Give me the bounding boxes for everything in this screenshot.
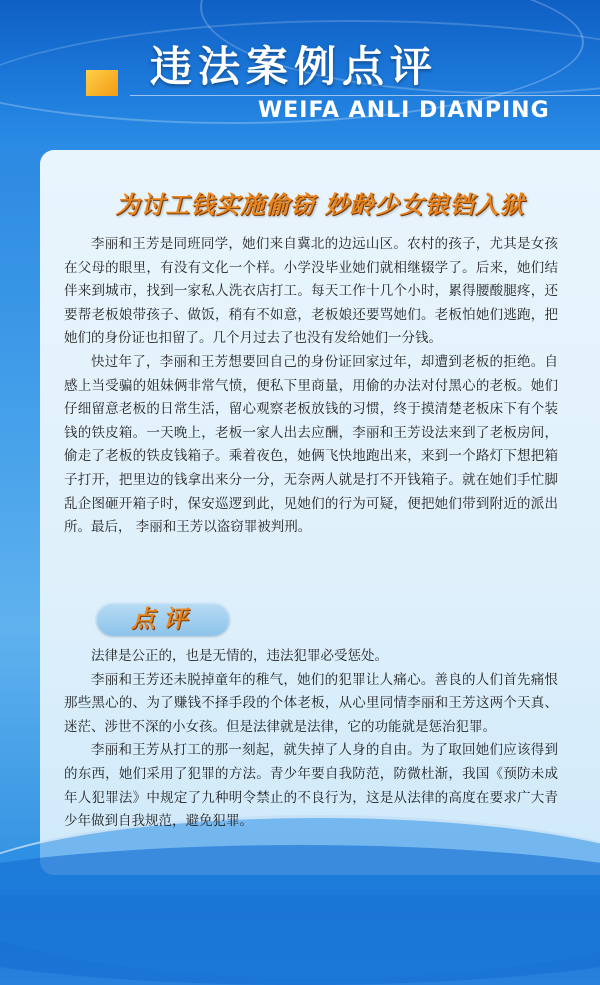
comment-label: 点评 [131,604,195,633]
header-banner [0,0,600,150]
case-heading: 为讨工钱实施偷窃 妙龄少女锒铛入狱 [115,190,525,219]
comment-text [64,645,558,834]
page-title: 违法案例点评 [150,42,439,91]
story-paragraph: 快过年了，李丽和王芳想要回自己的身份证回家过年，却遭到老板的拒绝。自感上当受骗的姐妹俩非常气愤，便私下里商量，用偷的办法对付黑心的老板。她们仔细留意老板的日常生活，留心观察老板放钱的习惯，终于摸清楚老板床下有个装钱的铁皮箱。一天晚上，老板一家人出去应酬，李丽和王芳设法来到了老板房间，偷走了老板的铁皮钱箱子。乘着夜色，她俩飞快地跑出来，来到一个路灯下想把箱子打开，把里边的钱拿出来分一分，无奈两人就是打不开钱箱子。就在她们手忙脚乱企图砸开箱子时，保安巡逻到此，见她们的行为可疑，便把她们带到附近的派出所。最后， 李丽和王芳以盗窃罪被判刑。 [64,353,558,536]
bottom-wave-decoration [0,845,600,985]
page-subtitle: WEIFA ANLI DIANPING [258,98,550,123]
comment-paragraph: 李丽和王芳还未脱掉童年的稚气，她们的犯罪让人痛心。善良的人们首先痛恨那些黑心的、为了赚钱不择手段的个体老板，从心里同情李丽和王芳这两个天真、迷茫、涉世不深的小女孩。但是法律就是法律，它的功能就是惩治犯罪。 [64,671,558,735]
story-paragraph: 李丽和王芳是同班同学，她们来自冀北的边远山区。农村的孩子，尤其是女孩在父母的眼里，有没有文化一个样。小学没毕业她们就相继辍学了。后来，她们结伴来到城市，找到一家私人洗衣店打工。每天工作十几个小时，累得腰酸腿疼，还要帮老板娘带孩子、做饭，稍有不如意，老板娘还要骂她们。老板怕她们逃跑，把她们的身份证也扣留了。几个月过去了也没有发给她们一分钱。 [64,236,558,347]
case-story [64,233,558,540]
orange-square-decoration [86,70,118,96]
comment-paragraph: 李丽和王芳从打工的那一刻起，就失掉了人身的自由。为了取回她们应该得到的东西，她们采用了犯罪的方法。青少年要自我防范，防微杜渐，我国《预防未成年人犯罪法》中规定了九种明令禁止的不良行为，这是从法律的高度在要求广大青少年做到自我规范，避免犯罪。 [64,742,558,830]
comment-paragraph: 法律是公正的，也是无情的，违法犯罪必受惩处。 [91,648,388,664]
header-divider-line [130,95,600,96]
